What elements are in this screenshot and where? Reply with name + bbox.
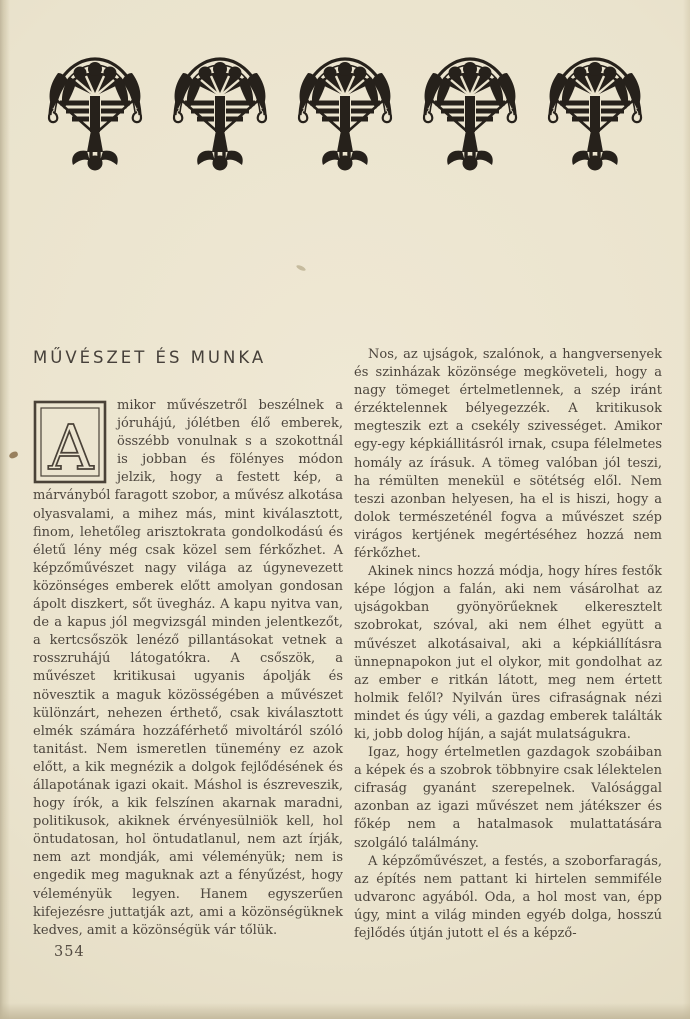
ornament-band bbox=[43, 52, 647, 172]
paragraph: Nos, az ujságok, szalónok, a hangversenyek és szinházak közönsége megköveteli, hogy a nagy tömeget értelmetlennek, a szép iránt érzéktelennek bélyegezzék. A kritikusok megteszik ezt a csekély szivességet. Amikor egy-egy képkiállitásról irnak, csupa félelmetes homály az írásuk. A tömeg valóban jól teszi, ha rémülten menekül e sötétség elől. Nem teszi azonban helyesen, ha el is hiszi, hogy a dolok természeténél fogva a művészet szép virágos kertjének megértéséhez hozzá nem férkőzhet. bbox=[354, 347, 662, 562]
right-column bbox=[354, 346, 662, 943]
drop-cap bbox=[33, 400, 107, 484]
article-title: MŰVÉSZET ÉS MUNKA bbox=[33, 348, 267, 367]
scan-edge-shadow-bottom bbox=[0, 1003, 690, 1019]
paragraph: Akinek nincs hozzá módja, hogy híres festők képe lógjon a falán, aki nem vásárolhat az ujságokban gyönyörűeknek elkeresztelt szobrokat, szóval, aki nem élhet együtt a művészet alkotásaival, aki a képkiállításra ünnepnapokon jut el olykor, mit gondolhat az az ember e ritkán látott, meg nem értett holmik felől? Nyilván üres cifraságnak nézi mindet és úgy véli, a gazdag emberek találták ki, jobb dolog híján, a saját mulatságukra. bbox=[354, 564, 662, 742]
paragraph: Igaz, hogy értelmetlen gazdagok szobáiban a képek és a szobrok többnyire csak lélektelen cifraság gyanánt szerepelnek. Valósággal azonban az igazi művészet nem játékszer és főkép nem a hatalmasok mulattatására szolgáló találmány. bbox=[354, 745, 662, 851]
paragraph: A képzőművészet, a festés, a szoborfaragás, az építés nem pattant ki hirtelen semmiféle udvaronc agyából. Oda, a hol most van, épp úgy, mint a világ minden egyéb dolga, hosszú fejlődés útján jutott el és a képző- bbox=[354, 853, 662, 941]
svg-text:A: A bbox=[48, 411, 94, 484]
opening-paragraph: mikor művészetről beszélnek a jóruhájú, jólétben élő emberek, összébb vonulnak s a szokottnál is jobban és fölényes módon jelzik, hogy a festett kép, a márványból faragott szobor, a művész alkotása olyasvalami, a mihez más, mint kiválasztott, finom, lehetőleg arisztokrata gondolkodású és életű lény még csak közel sem férkőzhet. A képzőművészet nagy világa az úgynevezett közönséges emberek előtt amolyan gondosan ápolt diszkert, sőt üvegház. A kapu nyitva van, de a kapus jól megvizsgál minden jelentkezőt, a kertcsőszök lenéző pillantásokat vetnek a rosszruhájú látogatókra. A csőszök, a művészet kritikusai ugyanis ápolják és növesztik a maguk közösségében a művészet különzárt, nehezen érthető, csak kiválasztott elmék számára hozzáférhető mivoltáról szóló tanitást. Nem ismeretlen tünemény ez azok előtt, a kik megnézik a dolgok fejlődésének és állapotának igazi okait. Máshol is észreveszik, hogy írók, a kik felszínen akarnak maradni, politikusok, akiknek érvényesülniök kell, hol öntudatosan, hol öntudatlanul, nem azt írják, nem azt mondják, ami véleményük; nem is engedik meg maguknak azt a fényűzést, hogy véleményük legyen. Hanem egyszerűen kifejezésre juttatják azt, ami a közönségüknek kedves, amit a közönségük vár tőlük. bbox=[33, 398, 343, 938]
article-body bbox=[33, 346, 662, 943]
paper-speck bbox=[296, 264, 307, 272]
left-column-text bbox=[33, 397, 343, 940]
art-nouveau-floral-ornament-icon bbox=[43, 52, 647, 172]
scan-gutter-shadow bbox=[0, 0, 10, 1019]
page-number: 354 bbox=[54, 944, 85, 960]
scan-edge-shadow-right bbox=[683, 0, 690, 1019]
left-column bbox=[33, 346, 343, 943]
